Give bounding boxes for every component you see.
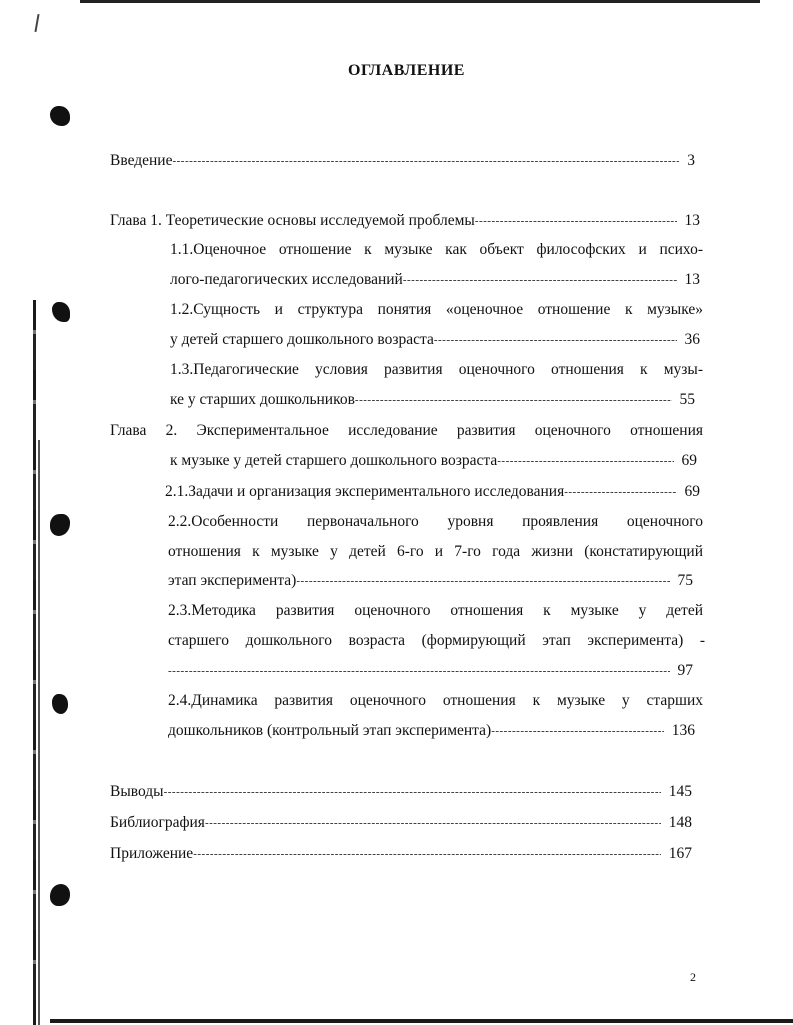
toc-entry-page: 145: [668, 783, 692, 800]
toc-entry-page: 13: [684, 212, 700, 229]
toc-entry-text: Глава 2. Экспериментальное исследование развития оценочного отношения: [110, 422, 703, 439]
toc-entry-page: 69: [684, 483, 700, 500]
dot-leader: [172, 150, 679, 172]
dot-leader: [296, 570, 669, 592]
toc-entry-page: 36: [684, 331, 700, 348]
toc-entry-text: Выводы: [110, 783, 164, 800]
toc-entry-text: дошкольников (контрольный этап эксперимента): [168, 722, 492, 739]
dot-leader: [564, 481, 676, 503]
toc-entry-line: [168, 511, 703, 533]
toc-entry-text: Введение: [110, 152, 173, 169]
punch-hole-mark: [50, 514, 70, 536]
toc-entry: [110, 781, 692, 803]
toc-entry: [168, 660, 693, 682]
dot-leader: [497, 450, 673, 472]
toc-entry-line: [110, 420, 703, 442]
punch-hole-mark: [52, 694, 68, 714]
toc-entry: [170, 329, 700, 351]
toc-entry-page: 148: [668, 814, 692, 831]
punch-hole-mark: [50, 106, 70, 126]
toc-entry-line: [170, 299, 703, 321]
page-title: ОГЛАВЛЕНИЕ: [348, 62, 465, 79]
toc-entry-line: [168, 541, 703, 563]
dot-leader: [193, 843, 661, 865]
toc-entry-page: 75: [677, 572, 693, 589]
toc-entry-text: 1.3.Педагогические условия развития оценочного отношения к музы-: [170, 361, 703, 378]
toc-entry-text: Библиография: [110, 814, 205, 831]
toc-entry-page: 167: [668, 845, 692, 862]
toc-entry-page: 3: [687, 152, 695, 169]
toc-entry-line: [170, 359, 703, 381]
toc-entry: [165, 481, 700, 503]
toc-entry: [170, 450, 697, 472]
dot-leader: [355, 389, 672, 411]
toc-entry-page: 136: [671, 722, 695, 739]
toc-entry: [110, 210, 700, 232]
dot-leader: [164, 781, 661, 803]
dot-leader: [403, 269, 677, 291]
dot-leader: [491, 720, 664, 742]
toc-entry-text: отношения к музыке у детей 6-го и 7-го года жизни (констатирующий: [168, 543, 703, 560]
toc-entry-line: [170, 239, 703, 261]
toc-entry-text: 1.1.Оценочное отношение к музыке как объект философских и психо-: [170, 241, 703, 258]
toc-entry-line: [168, 600, 703, 622]
toc-entry-page: 55: [679, 391, 695, 408]
toc-entry-text: 2.2.Особенности первоначального уровня проявления оценочного: [168, 513, 703, 530]
scan-border-left-inner: [38, 440, 40, 1025]
toc-entry: [110, 812, 692, 834]
dot-leader: [168, 660, 670, 682]
toc-entry-text: 2.4.Динамика развития оценочного отношения к музыке у старших: [168, 692, 703, 709]
toc-entry-text: 2.3.Методика развития оценочного отношения к музыке у детей: [168, 602, 703, 619]
toc-entry-text: к музыке у детей старшего дошкольного возраста: [170, 452, 498, 469]
dot-leader: [475, 210, 677, 232]
scan-mark: [34, 14, 39, 32]
toc-entry-text: у детей старшего дошкольного возраста: [170, 331, 434, 348]
scan-border-top: [80, 0, 760, 3]
toc-entry: [170, 389, 695, 411]
toc-entry-page: 13: [684, 271, 700, 288]
toc-entry: [110, 150, 695, 172]
punch-hole-mark: [52, 302, 70, 322]
dot-leader: [434, 329, 677, 351]
scan-border-left: [33, 300, 36, 1025]
toc-entry-line: [168, 630, 705, 652]
toc-entry-line: [168, 690, 703, 712]
page-number: 2: [690, 970, 696, 984]
toc-entry-text: Приложение: [110, 845, 194, 862]
toc-entry: [170, 269, 700, 291]
toc-entry-text: ке у старших дошкольников: [170, 391, 355, 408]
toc-entry: [110, 843, 692, 865]
toc-entry-text: лого-педагогических исследований: [170, 271, 403, 288]
toc-entry-page: 97: [677, 662, 693, 679]
dot-leader: [205, 812, 661, 834]
toc-entry-text: 2.1.Задачи и организация экспериментального исследования: [165, 483, 565, 500]
scan-border-bottom: [50, 1019, 793, 1023]
toc-entry-text: Глава 1. Теоретические основы исследуемой проблемы: [110, 212, 475, 229]
toc-entry: [168, 570, 693, 592]
toc-entry-text: старшего дошкольного возраста (формирующий этап эксперимента) -: [168, 632, 705, 649]
toc-entry: [168, 720, 695, 742]
toc-entry-text: 1.2.Сущность и структура понятия «оценочное отношение к музыке»: [170, 301, 703, 318]
toc-entry-text: этап эксперимента): [168, 572, 297, 589]
toc-entry-page: 69: [681, 452, 697, 469]
punch-hole-mark: [50, 884, 70, 906]
